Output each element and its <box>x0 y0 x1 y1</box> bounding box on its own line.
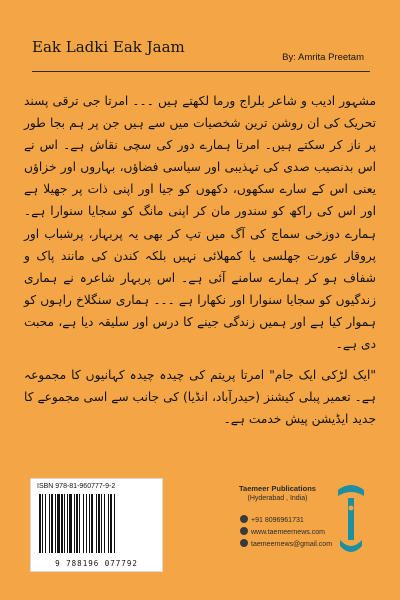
blurb-paragraph-1: مشہور ادیب و شاعر بلراج ورما لکھتے ہیں ۔۔۔ امرتا جی ترقی پسند تحریک کی ان روشن ترین شخصیات میں سے ہیں جن پر ہم بجا طور پر ناز کر سکتے ہیں۔ امرتا ہمارے دور کی سچی نقاش ہے۔ اس نے اس بدنصیب صدی کی تہذیبی اور سیاسی فضاؤں، بہاروں اور خزاؤں یعنی اس کے سارے سکھوں، دکھوں کو جیا اور اپنی ذات پر جھیلا ہے اور اس کی راکھ کو سندور مان کر اپنی مانگ کو سجایا سنوارا ہے۔ ہمارے دوزخی سماج کی آگ میں تپ کر بھی یہ پربہار، پرشباب اور پروقار عورت جھلسی یا کمھلائی نہیں بلکہ کندن کی مانند پاک و شفاف ہو کر ہمارے سامنے آئی ہے۔ اس پربہار شاعرہ نے ہماری زندگیوں کو سجایا سنوارا اور نکھارا ہے ۔۔۔ ہماری سنگلاخ راہوں کو ہموار کیا ہے اور ہمیں زندگی جینے کا درس اور سلیقہ دیا ہے، محبت دی ہے۔ <box>24 94 376 352</box>
publisher-city: (Hyderabad , India) <box>247 495 308 502</box>
publisher-website[interactable]: www.taemeernews.com <box>240 527 325 536</box>
author-credit: By: Amrita Preetam <box>282 52 364 63</box>
publisher-phone: +91 8096961731 <box>240 515 304 524</box>
publisher-name: Taemeer Publications <box>239 484 316 493</box>
globe-icon <box>240 527 248 535</box>
book-title: Eak Ladki Eak Jaam <box>32 38 185 56</box>
publisher-email[interactable]: taemeernews@gmail.com <box>240 539 332 548</box>
mail-icon <box>240 539 248 547</box>
blurb-text <box>24 90 376 430</box>
isbn-label: ISBN 978-81-960777-9-2 <box>37 483 116 490</box>
publisher-block <box>230 478 376 574</box>
barcode-number: 9 788196 077792 <box>55 559 138 568</box>
phone-icon <box>240 515 248 523</box>
blurb-paragraph-2: "ایک لڑکی ایک جام" امرتا پریتم کی چیدہ چیدہ کہانیوں کا مجموعہ ہے۔ تعمیر پبلی کیشنز (حیدرآباد، انڈیا) کی جانب سے اسی مجموعے کا جدید ایڈیشن پیش خدمت ہے۔ <box>24 368 376 427</box>
barcode-bars <box>37 494 156 553</box>
header <box>0 0 400 72</box>
isbn-barcode <box>30 478 163 572</box>
header-divider <box>32 71 370 72</box>
taemeer-logo-icon <box>330 480 372 560</box>
